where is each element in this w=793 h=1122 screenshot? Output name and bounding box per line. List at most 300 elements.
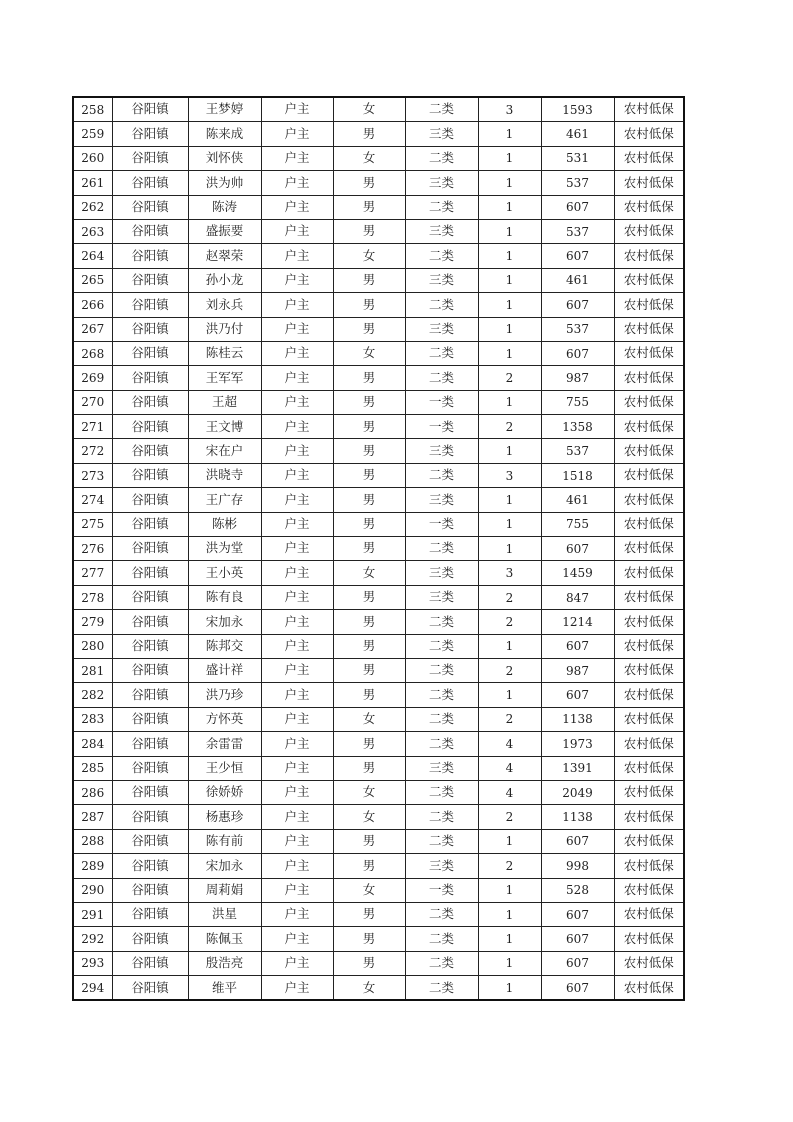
relation-cell: 户主 (261, 878, 333, 902)
household-size-cell: 1 (478, 927, 541, 951)
category-cell: 三类 (405, 317, 478, 341)
table-row (73, 610, 684, 634)
relation-cell: 户主 (261, 805, 333, 829)
town-cell: 谷阳镇 (112, 268, 188, 292)
amount-cell: 607 (541, 634, 614, 658)
category-cell: 二类 (405, 732, 478, 756)
name-cell: 王小英 (188, 561, 261, 585)
name-cell: 余雷雷 (188, 732, 261, 756)
town-cell: 谷阳镇 (112, 97, 188, 122)
amount-cell: 755 (541, 390, 614, 414)
household-size-cell: 1 (478, 829, 541, 853)
name-cell: 陈涛 (188, 195, 261, 219)
gender-cell: 女 (333, 878, 405, 902)
town-cell: 谷阳镇 (112, 512, 188, 536)
serial-number-cell: 284 (73, 732, 112, 756)
assistance-type-cell: 农村低保 (614, 976, 684, 1001)
town-cell: 谷阳镇 (112, 537, 188, 561)
table-row (73, 829, 684, 853)
gender-cell: 女 (333, 97, 405, 122)
assistance-type-cell: 农村低保 (614, 854, 684, 878)
gender-cell: 男 (333, 512, 405, 536)
household-size-cell: 2 (478, 707, 541, 731)
name-cell: 王少恒 (188, 756, 261, 780)
name-cell: 赵翠荣 (188, 244, 261, 268)
town-cell: 谷阳镇 (112, 146, 188, 170)
household-size-cell: 3 (478, 561, 541, 585)
name-cell: 陈有良 (188, 585, 261, 609)
amount-cell: 531 (541, 146, 614, 170)
name-cell: 洪为帅 (188, 171, 261, 195)
assistance-type-cell: 农村低保 (614, 780, 684, 804)
town-cell: 谷阳镇 (112, 219, 188, 243)
assistance-type-cell: 农村低保 (614, 707, 684, 731)
serial-number-cell: 291 (73, 902, 112, 926)
assistance-type-cell: 农村低保 (614, 317, 684, 341)
relation-cell: 户主 (261, 171, 333, 195)
relation-cell: 户主 (261, 610, 333, 634)
household-size-cell: 1 (478, 195, 541, 219)
town-cell: 谷阳镇 (112, 488, 188, 512)
household-size-cell: 1 (478, 512, 541, 536)
table-row (73, 634, 684, 658)
category-cell: 二类 (405, 195, 478, 219)
gender-cell: 男 (333, 610, 405, 634)
category-cell: 二类 (405, 902, 478, 926)
assistance-type-cell: 农村低保 (614, 146, 684, 170)
town-cell: 谷阳镇 (112, 683, 188, 707)
town-cell: 谷阳镇 (112, 390, 188, 414)
assistance-type-cell: 农村低保 (614, 634, 684, 658)
name-cell: 盛振要 (188, 219, 261, 243)
assistance-type-cell: 农村低保 (614, 805, 684, 829)
serial-number-cell: 282 (73, 683, 112, 707)
gender-cell: 男 (333, 463, 405, 487)
name-cell: 盛计祥 (188, 658, 261, 682)
category-cell: 一类 (405, 512, 478, 536)
gender-cell: 男 (333, 122, 405, 146)
gender-cell: 男 (333, 658, 405, 682)
table-row (73, 463, 684, 487)
serial-number-cell: 273 (73, 463, 112, 487)
serial-number-cell: 286 (73, 780, 112, 804)
category-cell: 三类 (405, 561, 478, 585)
serial-number-cell: 281 (73, 658, 112, 682)
serial-number-cell: 275 (73, 512, 112, 536)
serial-number-cell: 290 (73, 878, 112, 902)
amount-cell: 537 (541, 439, 614, 463)
amount-cell: 1973 (541, 732, 614, 756)
name-cell: 徐娇娇 (188, 780, 261, 804)
relation-cell: 户主 (261, 146, 333, 170)
serial-number-cell: 279 (73, 610, 112, 634)
table-row (73, 927, 684, 951)
gender-cell: 男 (333, 219, 405, 243)
relation-cell: 户主 (261, 854, 333, 878)
town-cell: 谷阳镇 (112, 927, 188, 951)
table-row (73, 537, 684, 561)
table-body (73, 97, 684, 1000)
category-cell: 二类 (405, 146, 478, 170)
assistance-type-cell: 农村低保 (614, 512, 684, 536)
serial-number-cell: 269 (73, 366, 112, 390)
amount-cell: 1138 (541, 707, 614, 731)
household-size-cell: 1 (478, 317, 541, 341)
town-cell: 谷阳镇 (112, 732, 188, 756)
assistance-type-cell: 农村低保 (614, 683, 684, 707)
relation-cell: 户主 (261, 317, 333, 341)
town-cell: 谷阳镇 (112, 658, 188, 682)
serial-number-cell: 271 (73, 415, 112, 439)
assistance-type-cell: 农村低保 (614, 97, 684, 122)
name-cell: 王超 (188, 390, 261, 414)
assistance-type-cell: 农村低保 (614, 390, 684, 414)
amount-cell: 461 (541, 122, 614, 146)
gender-cell: 男 (333, 634, 405, 658)
category-cell: 二类 (405, 244, 478, 268)
beneficiary-table (72, 96, 685, 1001)
category-cell: 二类 (405, 707, 478, 731)
household-size-cell: 1 (478, 146, 541, 170)
household-size-cell: 2 (478, 854, 541, 878)
name-cell: 洪乃珍 (188, 683, 261, 707)
table-row (73, 97, 684, 122)
gender-cell: 女 (333, 805, 405, 829)
gender-cell: 女 (333, 707, 405, 731)
relation-cell: 户主 (261, 122, 333, 146)
amount-cell: 847 (541, 585, 614, 609)
name-cell: 周莉娟 (188, 878, 261, 902)
town-cell: 谷阳镇 (112, 878, 188, 902)
name-cell: 杨惠珍 (188, 805, 261, 829)
table-row (73, 780, 684, 804)
household-size-cell: 4 (478, 732, 541, 756)
town-cell: 谷阳镇 (112, 122, 188, 146)
table-row (73, 171, 684, 195)
household-size-cell: 1 (478, 439, 541, 463)
relation-cell: 户主 (261, 341, 333, 365)
relation-cell: 户主 (261, 756, 333, 780)
category-cell: 一类 (405, 390, 478, 414)
category-cell: 三类 (405, 439, 478, 463)
gender-cell: 男 (333, 756, 405, 780)
household-size-cell: 1 (478, 293, 541, 317)
town-cell: 谷阳镇 (112, 293, 188, 317)
category-cell: 二类 (405, 658, 478, 682)
relation-cell: 户主 (261, 512, 333, 536)
gender-cell: 女 (333, 341, 405, 365)
category-cell: 二类 (405, 97, 478, 122)
assistance-type-cell: 农村低保 (614, 951, 684, 975)
serial-number-cell: 288 (73, 829, 112, 853)
category-cell: 二类 (405, 293, 478, 317)
serial-number-cell: 259 (73, 122, 112, 146)
assistance-type-cell: 农村低保 (614, 610, 684, 634)
serial-number-cell: 266 (73, 293, 112, 317)
amount-cell: 461 (541, 488, 614, 512)
name-cell: 洪星 (188, 902, 261, 926)
serial-number-cell: 280 (73, 634, 112, 658)
category-cell: 二类 (405, 683, 478, 707)
name-cell: 宋加永 (188, 610, 261, 634)
serial-number-cell: 267 (73, 317, 112, 341)
household-size-cell: 1 (478, 537, 541, 561)
town-cell: 谷阳镇 (112, 707, 188, 731)
gender-cell: 女 (333, 976, 405, 1001)
assistance-type-cell: 农村低保 (614, 219, 684, 243)
table-row (73, 439, 684, 463)
gender-cell: 男 (333, 585, 405, 609)
table-row (73, 561, 684, 585)
gender-cell: 女 (333, 244, 405, 268)
assistance-type-cell: 农村低保 (614, 658, 684, 682)
town-cell: 谷阳镇 (112, 634, 188, 658)
category-cell: 二类 (405, 805, 478, 829)
assistance-type-cell: 农村低保 (614, 268, 684, 292)
relation-cell: 户主 (261, 951, 333, 975)
household-size-cell: 1 (478, 488, 541, 512)
name-cell: 方怀英 (188, 707, 261, 731)
relation-cell: 户主 (261, 219, 333, 243)
town-cell: 谷阳镇 (112, 366, 188, 390)
relation-cell: 户主 (261, 927, 333, 951)
relation-cell: 户主 (261, 976, 333, 1001)
serial-number-cell: 289 (73, 854, 112, 878)
serial-number-cell: 260 (73, 146, 112, 170)
assistance-type-cell: 农村低保 (614, 195, 684, 219)
serial-number-cell: 283 (73, 707, 112, 731)
relation-cell: 户主 (261, 658, 333, 682)
amount-cell: 987 (541, 658, 614, 682)
category-cell: 三类 (405, 488, 478, 512)
assistance-type-cell: 农村低保 (614, 244, 684, 268)
relation-cell: 户主 (261, 780, 333, 804)
table-row (73, 219, 684, 243)
household-size-cell: 1 (478, 122, 541, 146)
household-size-cell: 1 (478, 171, 541, 195)
amount-cell: 607 (541, 341, 614, 365)
assistance-type-cell: 农村低保 (614, 927, 684, 951)
serial-number-cell: 277 (73, 561, 112, 585)
household-size-cell: 2 (478, 805, 541, 829)
amount-cell: 607 (541, 195, 614, 219)
relation-cell: 户主 (261, 97, 333, 122)
amount-cell: 528 (541, 878, 614, 902)
household-size-cell: 2 (478, 366, 541, 390)
gender-cell: 男 (333, 829, 405, 853)
household-size-cell: 1 (478, 244, 541, 268)
assistance-type-cell: 农村低保 (614, 293, 684, 317)
serial-number-cell: 263 (73, 219, 112, 243)
serial-number-cell: 276 (73, 537, 112, 561)
name-cell: 王军军 (188, 366, 261, 390)
relation-cell: 户主 (261, 585, 333, 609)
household-size-cell: 1 (478, 951, 541, 975)
serial-number-cell: 272 (73, 439, 112, 463)
name-cell: 宋加永 (188, 854, 261, 878)
gender-cell: 男 (333, 366, 405, 390)
serial-number-cell: 274 (73, 488, 112, 512)
category-cell: 二类 (405, 976, 478, 1001)
amount-cell: 1358 (541, 415, 614, 439)
table-row (73, 317, 684, 341)
serial-number-cell: 265 (73, 268, 112, 292)
table-row (73, 268, 684, 292)
household-size-cell: 4 (478, 780, 541, 804)
assistance-type-cell: 农村低保 (614, 756, 684, 780)
name-cell: 陈有前 (188, 829, 261, 853)
table-row (73, 415, 684, 439)
household-size-cell: 2 (478, 585, 541, 609)
relation-cell: 户主 (261, 439, 333, 463)
category-cell: 一类 (405, 415, 478, 439)
name-cell: 陈邦交 (188, 634, 261, 658)
relation-cell: 户主 (261, 195, 333, 219)
amount-cell: 998 (541, 854, 614, 878)
town-cell: 谷阳镇 (112, 463, 188, 487)
amount-cell: 607 (541, 683, 614, 707)
gender-cell: 女 (333, 780, 405, 804)
household-size-cell: 2 (478, 415, 541, 439)
table-row (73, 854, 684, 878)
household-size-cell: 1 (478, 902, 541, 926)
amount-cell: 987 (541, 366, 614, 390)
household-size-cell: 1 (478, 683, 541, 707)
amount-cell: 607 (541, 537, 614, 561)
table-row (73, 732, 684, 756)
relation-cell: 户主 (261, 415, 333, 439)
amount-cell: 537 (541, 317, 614, 341)
table-row (73, 195, 684, 219)
town-cell: 谷阳镇 (112, 341, 188, 365)
table-row (73, 658, 684, 682)
name-cell: 洪乃付 (188, 317, 261, 341)
household-size-cell: 3 (478, 97, 541, 122)
category-cell: 二类 (405, 366, 478, 390)
gender-cell: 男 (333, 415, 405, 439)
serial-number-cell: 292 (73, 927, 112, 951)
name-cell: 宋在户 (188, 439, 261, 463)
category-cell: 二类 (405, 634, 478, 658)
category-cell: 二类 (405, 341, 478, 365)
category-cell: 一类 (405, 878, 478, 902)
table-row (73, 976, 684, 1001)
relation-cell: 户主 (261, 463, 333, 487)
relation-cell: 户主 (261, 829, 333, 853)
gender-cell: 男 (333, 171, 405, 195)
assistance-type-cell: 农村低保 (614, 561, 684, 585)
name-cell: 陈来成 (188, 122, 261, 146)
relation-cell: 户主 (261, 488, 333, 512)
gender-cell: 女 (333, 561, 405, 585)
amount-cell: 537 (541, 171, 614, 195)
gender-cell: 男 (333, 439, 405, 463)
amount-cell: 607 (541, 902, 614, 926)
table-row (73, 488, 684, 512)
table-row (73, 293, 684, 317)
amount-cell: 755 (541, 512, 614, 536)
assistance-type-cell: 农村低保 (614, 537, 684, 561)
gender-cell: 男 (333, 293, 405, 317)
gender-cell: 男 (333, 683, 405, 707)
amount-cell: 2049 (541, 780, 614, 804)
table-row (73, 707, 684, 731)
relation-cell: 户主 (261, 732, 333, 756)
table-row (73, 146, 684, 170)
name-cell: 陈彬 (188, 512, 261, 536)
serial-number-cell: 261 (73, 171, 112, 195)
name-cell: 王梦婷 (188, 97, 261, 122)
category-cell: 二类 (405, 610, 478, 634)
table-row (73, 805, 684, 829)
town-cell: 谷阳镇 (112, 439, 188, 463)
name-cell: 王文博 (188, 415, 261, 439)
category-cell: 三类 (405, 219, 478, 243)
relation-cell: 户主 (261, 293, 333, 317)
table-row (73, 902, 684, 926)
serial-number-cell: 294 (73, 976, 112, 1001)
household-size-cell: 2 (478, 658, 541, 682)
category-cell: 二类 (405, 537, 478, 561)
gender-cell: 男 (333, 902, 405, 926)
category-cell: 二类 (405, 780, 478, 804)
category-cell: 三类 (405, 122, 478, 146)
town-cell: 谷阳镇 (112, 976, 188, 1001)
town-cell: 谷阳镇 (112, 561, 188, 585)
relation-cell: 户主 (261, 902, 333, 926)
name-cell: 陈佩玉 (188, 927, 261, 951)
household-size-cell: 1 (478, 878, 541, 902)
town-cell: 谷阳镇 (112, 780, 188, 804)
category-cell: 二类 (405, 927, 478, 951)
serial-number-cell: 264 (73, 244, 112, 268)
serial-number-cell: 258 (73, 97, 112, 122)
relation-cell: 户主 (261, 390, 333, 414)
household-size-cell: 1 (478, 634, 541, 658)
gender-cell: 男 (333, 927, 405, 951)
gender-cell: 女 (333, 146, 405, 170)
relation-cell: 户主 (261, 707, 333, 731)
town-cell: 谷阳镇 (112, 854, 188, 878)
amount-cell: 607 (541, 293, 614, 317)
assistance-type-cell: 农村低保 (614, 463, 684, 487)
relation-cell: 户主 (261, 537, 333, 561)
town-cell: 谷阳镇 (112, 756, 188, 780)
serial-number-cell: 287 (73, 805, 112, 829)
town-cell: 谷阳镇 (112, 317, 188, 341)
table-row (73, 951, 684, 975)
amount-cell: 607 (541, 927, 614, 951)
assistance-type-cell: 农村低保 (614, 488, 684, 512)
amount-cell: 537 (541, 219, 614, 243)
table-row (73, 756, 684, 780)
table-row (73, 585, 684, 609)
gender-cell: 男 (333, 390, 405, 414)
table-row (73, 683, 684, 707)
town-cell: 谷阳镇 (112, 415, 188, 439)
town-cell: 谷阳镇 (112, 902, 188, 926)
gender-cell: 男 (333, 488, 405, 512)
name-cell: 刘永兵 (188, 293, 261, 317)
table-row (73, 512, 684, 536)
gender-cell: 男 (333, 268, 405, 292)
relation-cell: 户主 (261, 244, 333, 268)
amount-cell: 1459 (541, 561, 614, 585)
name-cell: 孙小龙 (188, 268, 261, 292)
town-cell: 谷阳镇 (112, 951, 188, 975)
name-cell: 维平 (188, 976, 261, 1001)
name-cell: 洪为堂 (188, 537, 261, 561)
